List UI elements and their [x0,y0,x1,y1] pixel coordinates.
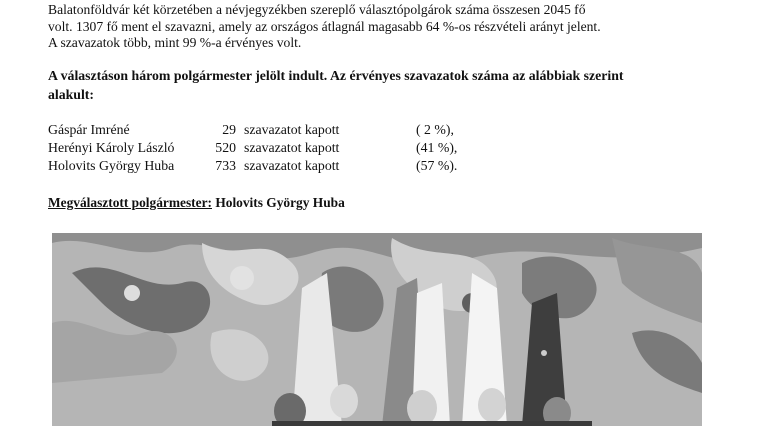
group-photo-image [52,233,702,426]
elected-mayor-line [48,195,345,211]
candidate-votes-text: szavazatot kapott [244,158,340,173]
results-list [48,121,496,175]
candidate-name: Holovits György Huba [48,158,175,173]
candidate-percent: (57 %). [416,158,458,173]
candidate-name: Herényi Károly László [48,140,175,155]
candidate-name: Gáspár Imréné [48,122,130,137]
results-heading [48,67,718,104]
candidate-votes-text: szavazatot kapott [244,122,340,137]
intro-paragraph [48,2,708,52]
intro-line-3: A szavazatok több, mint 99 %-a érvényes volt. [48,35,302,50]
candidate-percent: (41 %), [416,140,458,155]
intro-line-1: Balatonföldvár két körzetében a névjegyzékben szereplő választópolgárok száma összesen 2045 fő [48,2,586,17]
candidate-votes: 520 [215,140,236,155]
elected-mayor-name: Holovits György Huba [211,195,345,210]
candidate-votes: 29 [222,122,236,137]
result-row [48,139,496,157]
heading-line-1: A választáson három polgármester jelölt indult. Az érvényes szavazatok száma az alábbiak szerint [48,68,624,83]
candidate-percent: ( 2 %), [416,122,454,137]
heading-line-2: alakult: [48,86,94,102]
candidate-votes: 733 [215,158,236,173]
result-row [48,157,496,175]
intro-line-2: volt. 1307 fő ment el szavazni, amely az országos átlagnál magasabb 64 %-os részvételi arányt jelent. [48,18,601,34]
photo-illustration [52,233,702,426]
elected-mayor-label: Megválasztott polgármester: [48,195,212,210]
candidate-votes-text: szavazatot kapott [244,140,340,155]
result-row [48,121,496,139]
